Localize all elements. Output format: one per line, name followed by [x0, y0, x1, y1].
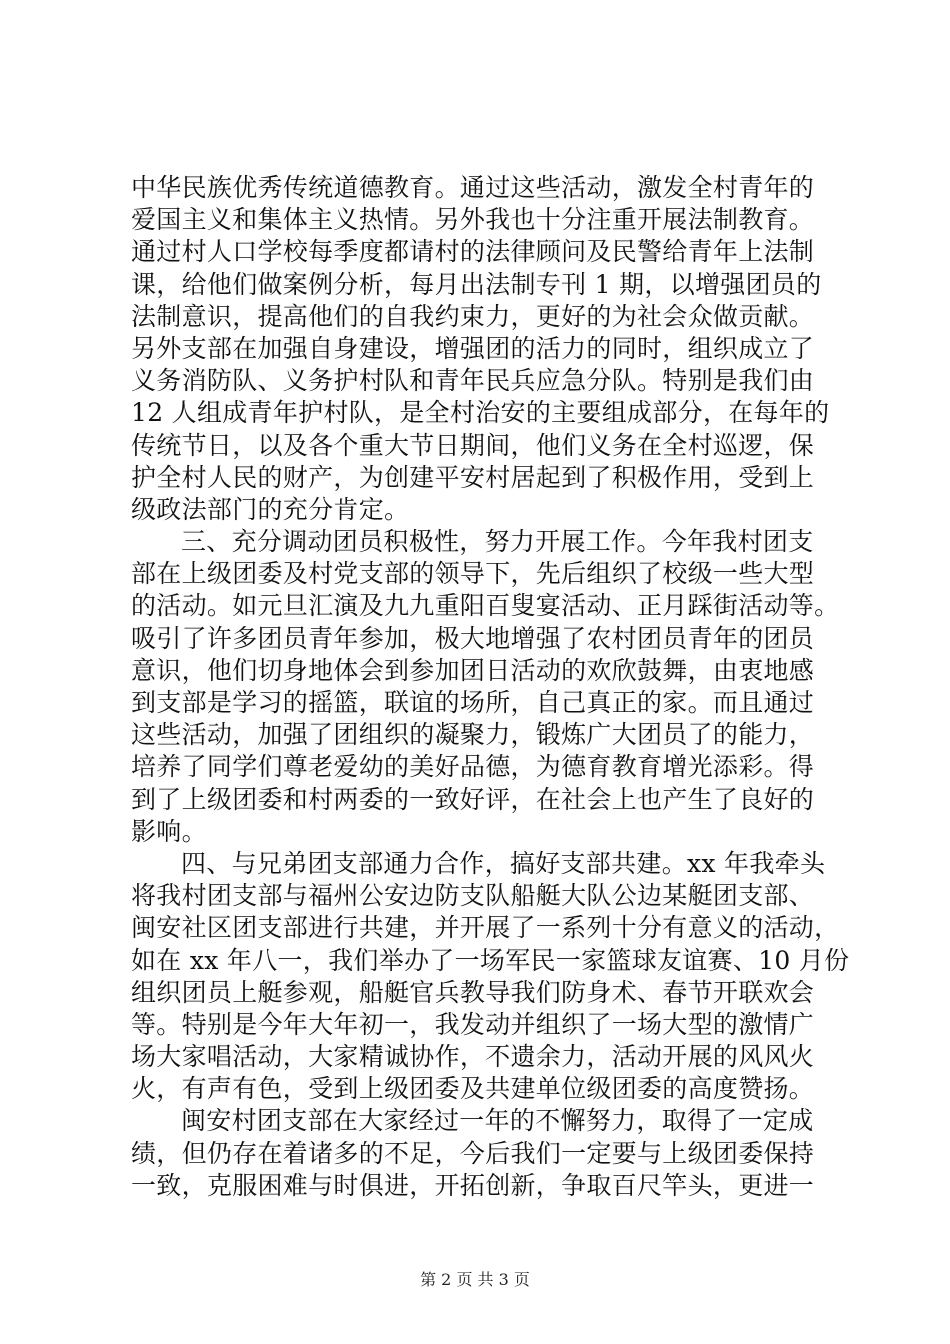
text-line: 如在 xx 年八一，我们举办了一场军民一家篮球友谊赛、10 月份: [131, 945, 850, 975]
text-line: 三、充分调动团员积极性，努力开展工作。今年我村团支: [181, 527, 814, 557]
text-line: 四、与兄弟团支部通力合作，搞好支部共建。xx 年我牵头: [181, 848, 826, 878]
text-line: 课，给他们做案例分析，每月出法制专刊 1 期，以增强团员的: [131, 269, 822, 299]
text-line: 绩，但仍存在着诸多的不足，今后我们一定要与上级团委保持: [131, 1138, 815, 1168]
text-line: 一致，克服困难与时俱进，开拓创新，争取百尺竿头，更进一: [131, 1170, 815, 1200]
text-line: 意识，他们切身地体会到参加团日活动的欢欣鼓舞，由衷地感: [131, 655, 815, 685]
text-line: 火，有声有色，受到上级团委及共建单位级团委的高度赞扬。: [131, 1074, 815, 1104]
text-line: 义务消防队、义务护村队和青年民兵应急分队。特别是我们由: [131, 366, 815, 396]
text-line: 这些活动，加强了团组织的凝聚力，锻炼广大团员了的能力，: [131, 720, 815, 750]
text-line: 闽安村团支部在大家经过一年的不懈努力，取得了一定成: [181, 1106, 814, 1136]
text-line: 培养了同学们尊老爱幼的美好品德，为德育教育增光添彩。得: [131, 752, 815, 782]
text-line: 护全村人民的财产，为创建平安村居起到了积极作用，受到上: [131, 462, 815, 492]
text-line: 传统节日，以及各个重大节日期间，他们义务在全村巡逻，保: [131, 430, 815, 460]
text-line: 场大家唱活动，大家精诚协作，不遗余力，活动开展的风风火: [131, 1042, 815, 1072]
text-line: 爱国主义和集体主义热情。另外我也十分注重开展法制教育。: [131, 205, 815, 235]
text-line: 等。特别是今年大年初一，我发动并组织了一场大型的激情广: [131, 1009, 815, 1039]
text-line: 级政法部门的充分肯定。: [131, 494, 410, 524]
text-line: 吸引了许多团员青年参加，极大地增强了农村团员青年的团员: [131, 623, 815, 653]
body-text: [131, 172, 850, 1202]
text-line: 闽安社区团支部进行共建，并开展了一系列十分有意义的活动，: [131, 913, 840, 943]
text-line: 到了上级团委和村两委的一致好评，在社会上也产生了良好的: [131, 784, 815, 814]
text-line: 法制意识，提高他们的自我约束力，更好的为社会众做贡献。: [131, 301, 815, 331]
text-line: 通过村人口学校每季度都请村的法律顾问及民警给青年上法制: [131, 237, 815, 267]
text-line: 的活动。如元旦汇演及九九重阳百叟宴活动、正月踩街活动等。: [131, 591, 840, 621]
text-line: 12 人组成青年护村队，是全村治安的主要组成部分，在每年的: [131, 398, 830, 428]
text-line: 影响。: [131, 816, 207, 846]
text-line: 组织团员上艇参观，船艇官兵教导我们防身术、春节开联欢会: [131, 977, 815, 1007]
text-line: 将我村团支部与福州公安边防支队船艇大队公边某艇团支部、: [131, 881, 815, 911]
text-line: 到支部是学习的摇篮，联谊的场所，自己真正的家。而且通过: [131, 688, 815, 717]
text-line: 部在上级团委及村党支部的领导下，先后组织了校级一些大型: [131, 559, 815, 589]
text-line: 中华民族优秀传统道德教育。通过这些活动，激发全村青年的: [131, 173, 815, 202]
page-footer: 第 2 页 共 3 页: [420, 1270, 530, 1289]
text-line: 另外支部在加强自身建设，增强团的活力的同时，组织成立了: [131, 333, 815, 363]
